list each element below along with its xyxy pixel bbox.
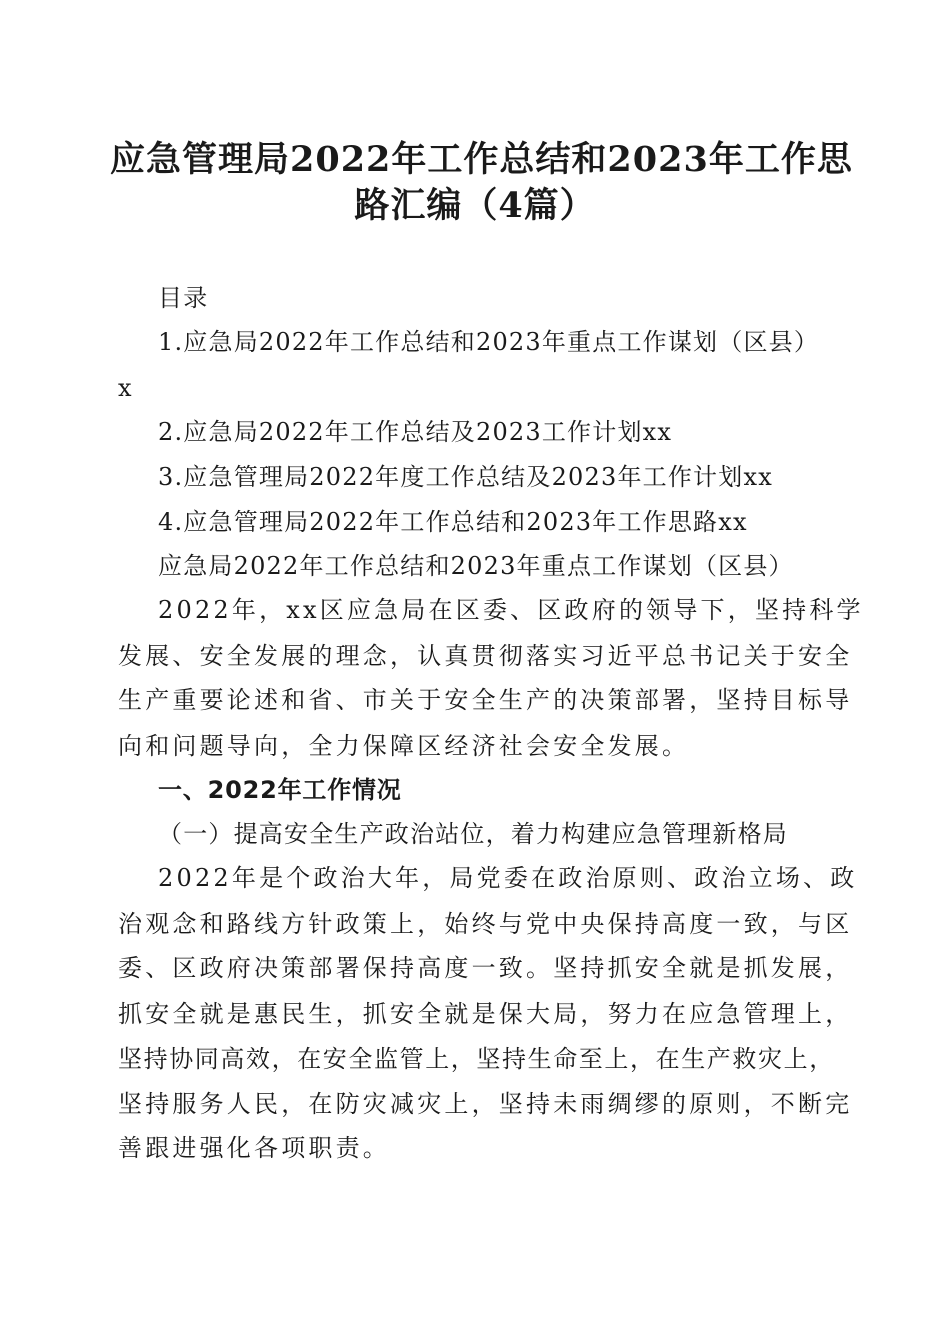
paragraph-line: 治观念和路线方针政策上，始终与党中央保持高度一致，与区 [118, 910, 853, 938]
paragraph-line: 委、区政府决策部署保持高度一致。坚持抓安全就是抓发展， [118, 954, 853, 982]
toc-heading: 目录 [158, 284, 209, 312]
paragraph-line: 坚持协同高效，在安全监管上，坚持生命至上，在生产救灾上， [118, 1045, 835, 1073]
subsection-1-heading: （一）提高安全生产政治站位，着力构建应急管理新格局 [158, 820, 788, 848]
document-title-line1: 应急管理局2022年工作总结和2023年工作思 [110, 139, 853, 180]
toc-item-2: 2.应急局2022年工作总结及2023工作计划xx [158, 418, 673, 446]
paragraph-line: 抓安全就是惠民生，抓安全就是保大局，努力在应急管理上， [118, 1000, 853, 1028]
section-1-heading: 一、2022年工作情况 [158, 776, 402, 804]
paragraph-line: 坚持服务人民，在防灾减灾上，坚持未雨绸缪的原则，不断完 [118, 1090, 853, 1118]
toc-item-3: 3.应急管理局2022年度工作总结及2023年工作计划xx [158, 463, 773, 491]
intro-line: 向和问题导向，全力保障区经济社会安全发展。 [118, 732, 690, 760]
intro-line: 发展、安全发展的理念，认真贯彻落实习近平总书记关于安全 [118, 642, 853, 670]
toc-item-1: 1.应急局2022年工作总结和2023年重点工作谋划（区县） [158, 328, 820, 356]
document-title-line2: 路汇编（4篇） [354, 185, 596, 226]
intro-line: 2022年，xx区应急局在区委、区政府的领导下，坚持科学 [158, 596, 864, 624]
intro-line: 生产重要论述和省、市关于安全生产的决策部署，坚持目标导 [118, 686, 853, 714]
toc-item-1-continued: x [118, 374, 133, 402]
paragraph-line: 善跟进强化各项职责。 [118, 1134, 390, 1162]
paragraph-line: 2022年是个政治大年，局党委在政治原则、政治立场、政 [158, 864, 858, 892]
toc-item-4: 4.应急管理局2022年工作总结和2023年工作思路xx [158, 508, 748, 536]
article-subtitle: 应急局2022年工作总结和2023年重点工作谋划（区县） [158, 552, 794, 580]
